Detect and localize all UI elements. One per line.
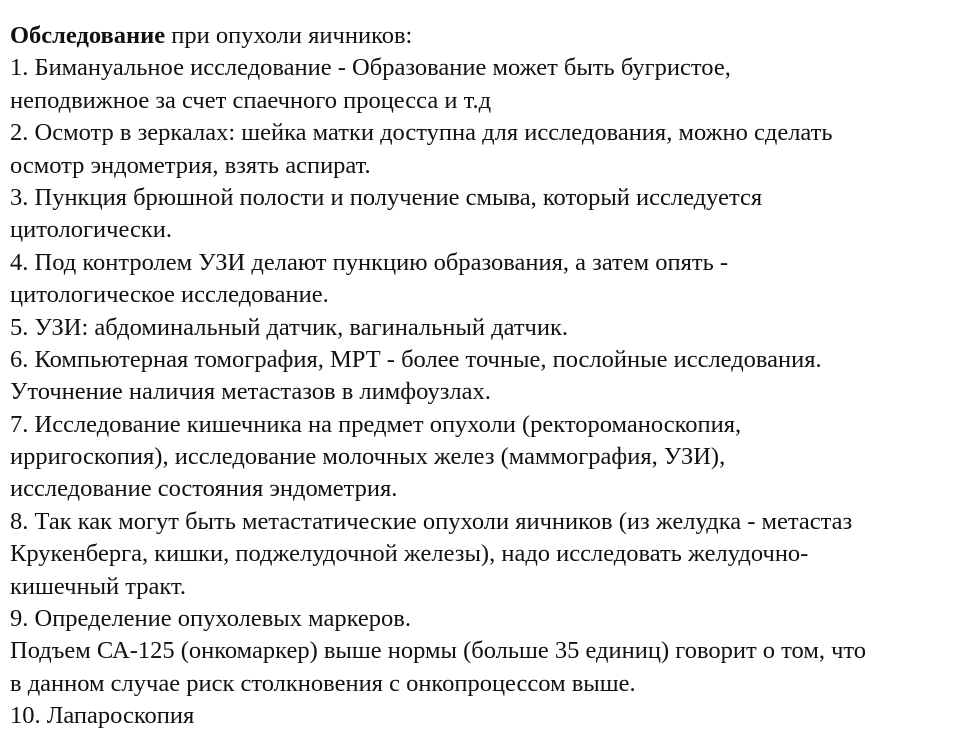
text-line: 2. Осмотр в зеркалах: шейка матки доступна для исследования, можно сделать <box>10 119 833 147</box>
text-line: цитологическое исследование. <box>10 281 329 309</box>
heading-bold-text: Обследование <box>10 22 166 49</box>
text-line: 3. Пункция брюшной полости и получение смыва, который исследуется <box>10 183 763 211</box>
text-line: 10. Лапароскопия <box>10 702 195 730</box>
text-line: Подъем СА-125 (онкомаркер) выше нормы (больше 35 единиц) говорит о том, что <box>10 637 867 665</box>
text-line: 4. Под контролем УЗИ делают пункцию образования, а затем опять - <box>10 248 729 276</box>
text-line: Уточнение наличия метастазов в лимфоузлах. <box>10 378 491 406</box>
text-line: Крукенберга, кишки, поджелудочной железы), надо исследовать желудочно- <box>10 540 809 568</box>
text-line: неподвижное за счет спаечного процесса и т.д <box>10 86 492 114</box>
text-line: цитологически. <box>10 216 172 244</box>
text-line: 7. Исследование кишечника на предмет опухоли (ректороманоскопия, <box>10 410 742 438</box>
heading-line <box>10 20 950 52</box>
text-line: осмотр эндометрия, взять аспират. <box>10 151 371 179</box>
text-line: 8. Так как могут быть метастатические опухоли яичников (из желудка - метастаз <box>10 507 853 535</box>
text-line: 6. Компьютерная томография, МРТ - более точные, послойные исследования. <box>10 345 822 373</box>
text-line: в данном случае риск столкновения с онкопроцессом выше. <box>10 669 636 697</box>
text-line: кишечный тракт. <box>10 572 186 600</box>
text-line: ирригоскопия), исследование молочных желез (маммография, УЗИ), <box>10 443 726 471</box>
text-line: 9. Определение опухолевых маркеров. <box>10 605 411 633</box>
slide-text-body <box>10 20 950 733</box>
text-line: исследование состояния эндометрия. <box>10 475 398 503</box>
text-line: 5. УЗИ: абдоминальный датчик, вагинальный датчик. <box>10 313 568 341</box>
text-line: 1. Бимануальное исследование - Образование может быть бугристое, <box>10 54 731 82</box>
heading-rest-text: при опухоли яичников: <box>165 22 413 49</box>
